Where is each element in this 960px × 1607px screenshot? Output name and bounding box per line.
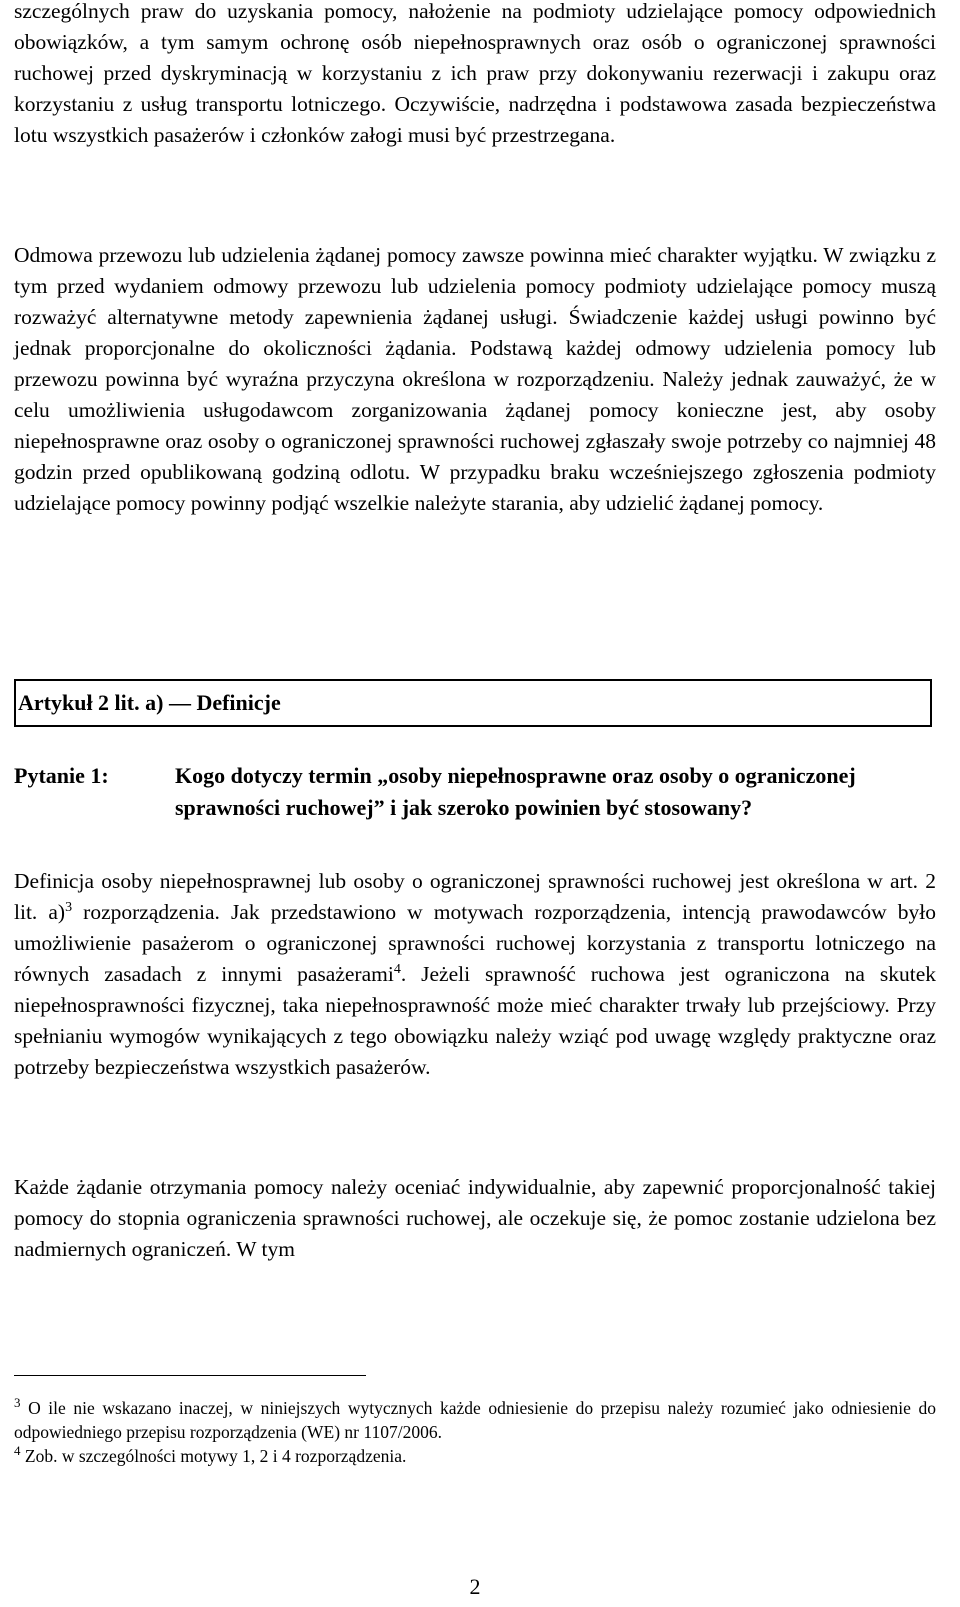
footnote-text: O ile nie wskazano inaczej, w niniejszych wytycznych każde odniesienie do przepisu należy rozumieć jako odniesienie do odpowiedniego przepisu rozporządzenia (WE) nr 1107/2006. (14, 1398, 936, 1442)
article-heading-box (14, 679, 932, 727)
page-number: 2 (469, 1574, 481, 1599)
paragraph-text: Definicja osoby niepełnosprawnej lub osoby o ograniczonej sprawności ruchowej jest określona w art. 2 lit. a) (14, 869, 936, 924)
footnotes (14, 1396, 936, 1468)
paragraph-text: rozporządzenia. Jak przedstawiono w motywach rozporządzenia, intencją prawodawców było umożliwienie pasażerom o ograniczonej sprawności ruchowej korzystania z transportu lotniczego na równych zasadach z innymi pasażerami (14, 900, 936, 986)
footnote-separator (14, 1375, 366, 1376)
article-heading: Artykuł 2 lit. a) — Definicje (18, 690, 281, 715)
question-label: Pytanie 1: (14, 763, 109, 788)
footnote (14, 1444, 936, 1468)
paragraph-text: . Jeżeli sprawność ruchowa jest ograniczona na skutek niepełnosprawności fizycznej, taka niepełnosprawność może mieć charakter trwały lub przejściowy. Przy spełnianiu wymogów wynikających z tego obowiązku należy wziąć pod uwagę względy praktyczne oraz potrzeby bezpieczeństwa wszystkich pasażerów. (14, 962, 936, 1079)
footnote-reference[interactable]: 4 (393, 962, 401, 977)
footnote (14, 1396, 936, 1444)
footnote-text: Zob. w szczególności motywy 1, 2 i 4 rozporządzenia. (20, 1446, 407, 1466)
body-paragraph: Każde żądanie otrzymania pomocy należy oceniać indywidualnie, aby zapewnić proporcjonalność takiej pomocy do stopnia ograniczenia sprawności ruchowej, ale oczekuje się, że pomoc zostanie udzielona bez nadmiernych ograniczeń. W tym (14, 1175, 936, 1261)
body-paragraph: Odmowa przewozu lub udzielenia żądanej pomocy zawsze powinna mieć charakter wyjątku. W związku z tym przed wydaniem odmowy przewozu lub udzielenia pomocy podmioty udzielające pomocy muszą rozważyć alternatywne metody zapewnienia żądanej usługi. Świadczenie każdej usługi powinno być jednak proporcjonalne do okoliczności żądania. Podstawą każdej odmowy udzielenia pomocy lub przewozu powinna być wyraźna przyczyna określona w rozporządzeniu. Należy jednak zauważyć, że w celu umożliwienia usługodawcom zorganizowania żądanej pomocy konieczne jest, aby osoby niepełnosprawne oraz osoby o ograniczonej sprawności ruchowej zgłaszały swoje potrzeby co najmniej 48 godzin przed opublikowaną godziną odlotu. W przypadku braku wcześniejszego zgłoszenia podmioty udzielające pomocy powinny podjąć wszelkie należyte starania, aby udzielić żądanej pomocy. (14, 243, 936, 515)
footnote-number: 4 (14, 1443, 21, 1458)
footnote-number: 3 (14, 1395, 21, 1410)
footnote-reference[interactable]: 3 (65, 900, 73, 915)
body-paragraph (14, 866, 936, 1083)
question-text: Kogo dotyczy termin „osoby niepełnosprawne oraz osoby o ograniczonej sprawności ruchowej” i jak szeroko powinien być stosowany? (175, 763, 856, 820)
body-paragraph: szczególnych praw do uzyskania pomocy, nałożenie na podmioty udzielające pomocy odpowiednich obowiązków, a tym samym ochronę osób niepełnosprawnych oraz osób o ograniczonej sprawności ruchowej przed dyskryminacją w korzystaniu z ich praw przy dokonywaniu rezerwacji i zakupu oraz korzystaniu z usług transportu lotniczego. Oczywiście, nadrzędna i podstawowa zasada bezpieczeństwa lotu wszystkich pasażerów i członków załogi musi być przestrzegana. (14, 0, 936, 147)
